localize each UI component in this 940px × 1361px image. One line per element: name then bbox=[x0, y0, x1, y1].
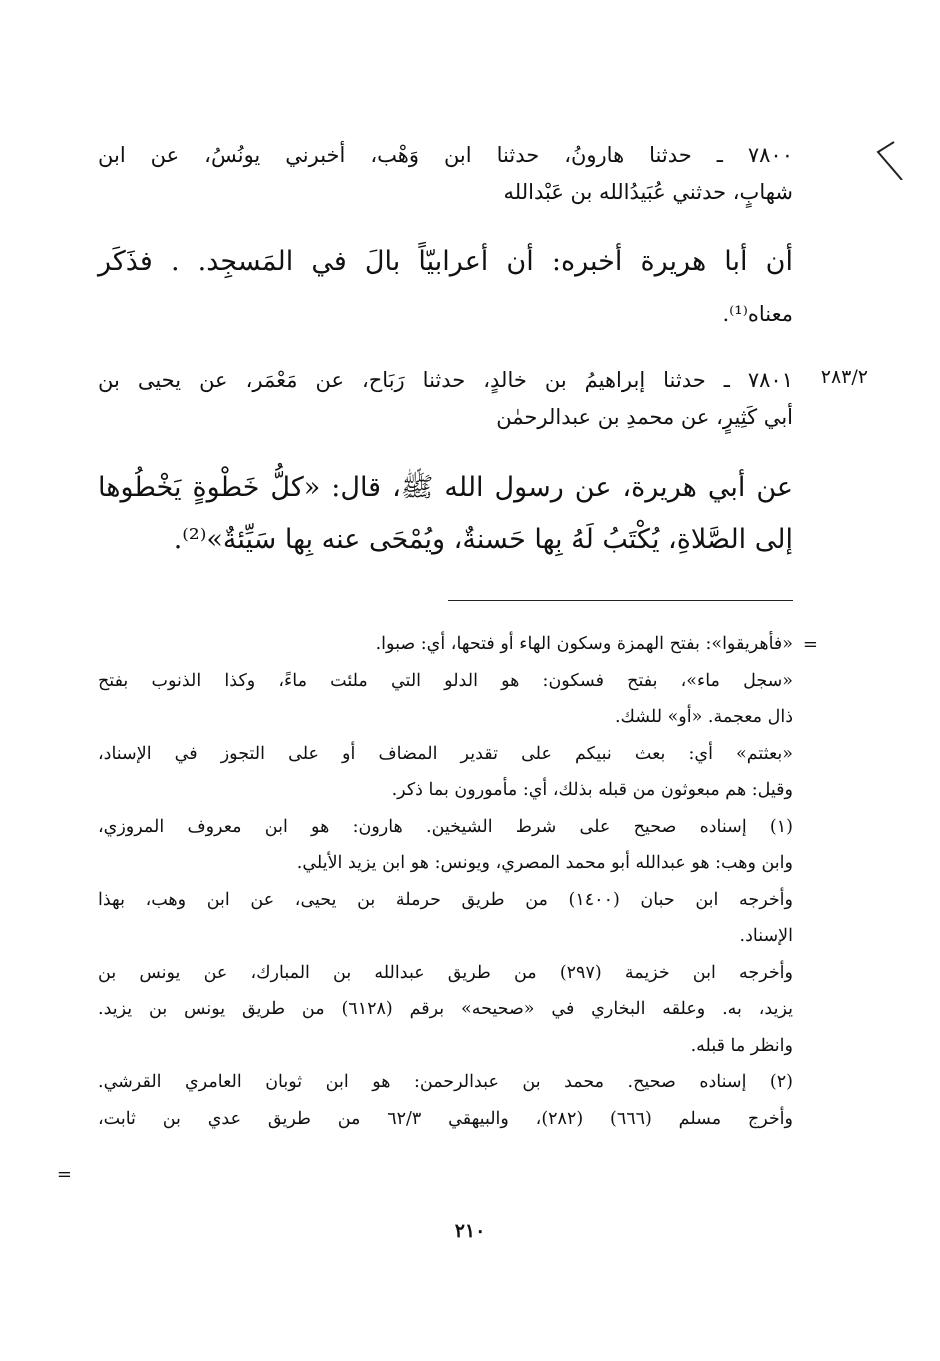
volume-page-reference: ٢٨٣/٢ bbox=[820, 366, 868, 388]
footnote-line: وأخرج مسلم (٦٦٦) (٢٨٢)، والبيهقي ٦٢/٣ من طريق عدي بن ثابت، bbox=[98, 1108, 793, 1129]
footnote-line: (٢) إسناده صحيح. محمد بن عبدالرحمن: هو ابن ثوبان العامري القرشي. bbox=[98, 1072, 793, 1092]
matn-line: عن أبي هريرة، عن رسول الله ﷺ، قال: «كلُّ خَطْوةٍ يَخْطُوها bbox=[98, 472, 793, 503]
footnote-line: وابن وهب: هو عبدالله أبو محمد المصري، ويونس: هو ابن يزيد الأيلي. bbox=[296, 853, 793, 873]
matn-line: أن أبا هريرة أخبره: أن أعرابيّاً بالَ في المَسجِد. . فذَكَر bbox=[98, 246, 793, 277]
page-number: ٢١٠ bbox=[454, 1220, 486, 1242]
footnote-line: «سجل ماء»، بفتح فسكون: هو الدلو التي ملئت ماءً، وكذا الذنوب بفتح bbox=[98, 670, 793, 691]
footnote-line: (١) إسناده صحيح على شرط الشيخين. هارون: هو ابن معروف المروزي، bbox=[98, 816, 793, 837]
continuation-mark: = bbox=[802, 634, 818, 655]
footnote-line: ذال معجمة. «أو» للشك. bbox=[614, 707, 793, 727]
isnad-line: شهابٍ، حدثني عُبَيدُالله بن عَبْدالله bbox=[503, 180, 793, 204]
continuation-mark: = bbox=[56, 1164, 72, 1185]
footnote-line: وأخرجه ابن حبان (١٤٠٠) من طريق حرملة بن يحيى، عن ابن وهب، بهذا bbox=[98, 889, 793, 910]
footnote-line: الإسناد. bbox=[739, 926, 793, 946]
footnote-line: وأخرجه ابن خزيمة (٢٩٧) من طريق عبدالله بن المبارك، عن يونس بن bbox=[98, 962, 793, 983]
isnad-line: أبي كَثِيرٍ، عن محمدِ بن عبدالرحمٰن bbox=[496, 405, 793, 429]
footnote-line: «فأهريقوا»: بفتح الهمزة وسكون الهاء أو فتحها، أي: صبوا. bbox=[375, 634, 793, 654]
footnote-separator bbox=[448, 600, 793, 601]
hadith-7801-matn bbox=[98, 462, 793, 566]
matn-line: إلى الصَّلاةِ، يُكْتَبُ لَهُ بِها حَسنةٌ، ويُمْحَى عنه بِها سَيِّئةٌ»⁽²⁾. bbox=[173, 524, 793, 555]
hadith-7801-isnad bbox=[98, 362, 793, 436]
footnotes bbox=[98, 626, 793, 1137]
footnote-line: يزيد، به. وعلقه البخاري في «صحيحه» برقم (٦١٢٨) من طريق يونس بن يزيد. bbox=[98, 999, 793, 1019]
isnad-line: ٧٨٠١ ـ حدثنا إبراهيمُ بن خالدٍ، حدثنا رَبَاح، عن مَعْمَر، عن يحيى بن bbox=[98, 368, 793, 392]
footnote-line: وانظر ما قبله. bbox=[690, 1035, 793, 1056]
hadith-7800-matn bbox=[98, 236, 793, 340]
isnad-line: ٧٨٠٠ ـ حدثنا هارونُ، حدثنا ابن وَهْب، أخبرني يونُسُ، عن ابن bbox=[98, 143, 793, 167]
footnote-line: «بعثتم» أي: بعث نبيكم على تقدير المضاف أو على التجوز في الإسناد، bbox=[98, 743, 793, 764]
hadith-7800-isnad bbox=[98, 137, 793, 211]
corner-mark-icon bbox=[872, 140, 906, 180]
matn-line: معناه⁽¹⁾. bbox=[722, 302, 793, 326]
footnote-line: وقيل: هم مبعوثون من قبله بذلك، أي: مأمورون بما ذكر. bbox=[391, 780, 793, 800]
